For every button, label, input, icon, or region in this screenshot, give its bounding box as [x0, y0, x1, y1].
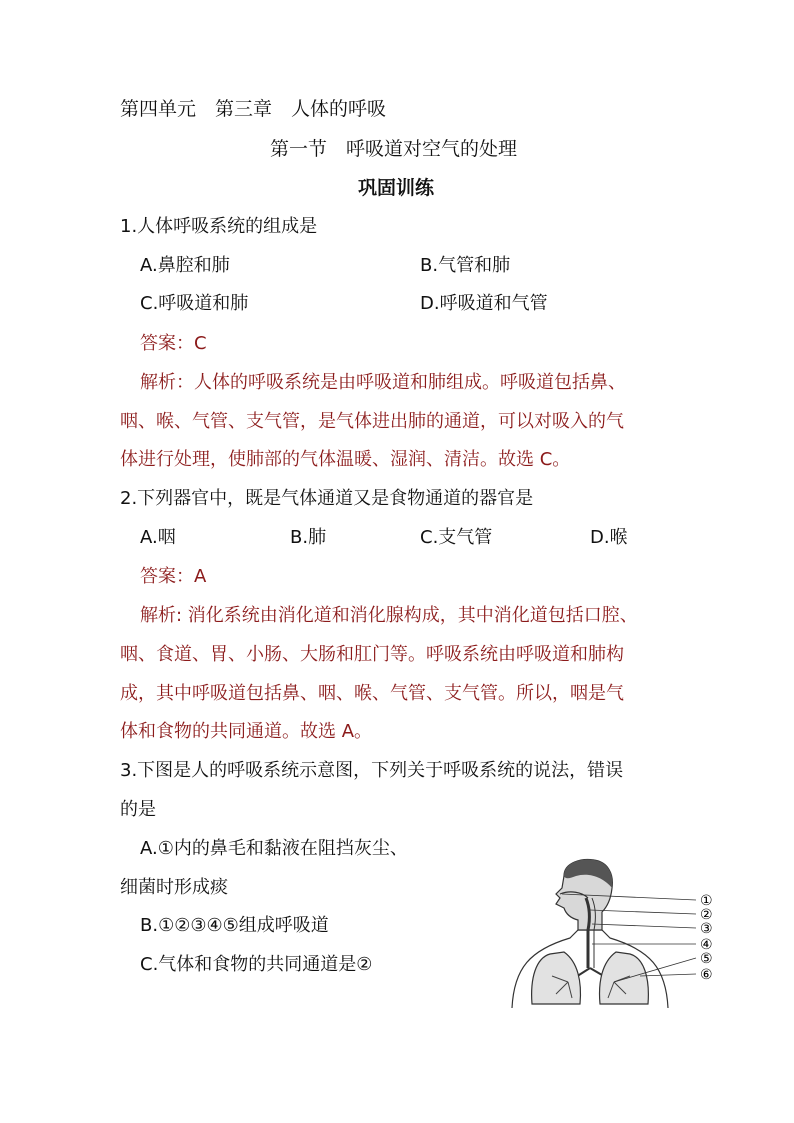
- q1-analysis-line-3: 体进行处理，使肺部的气体温暖、湿润、清洁。故选 C。: [120, 449, 571, 470]
- q2-option-b: B.肺: [290, 527, 327, 548]
- q3-option-b: B.①②③④⑤组成呼吸道: [140, 915, 329, 936]
- unit-title: 第四单元 第三章 人体的呼吸: [120, 98, 387, 120]
- q1-analysis-line-1: 解析：人体的呼吸系统是由呼吸道和肺组成。呼吸道包括鼻、: [140, 372, 626, 393]
- q2-analysis-line-1: 解析: 消化系统由消化道和消化腺构成，其中消化道包括口腔、: [140, 605, 638, 626]
- q3-option-c: C.气体和食物的共同通道是②: [140, 954, 373, 975]
- respiratory-diagram-svg: [490, 858, 740, 1013]
- q1-stem: 1.人体呼吸系统的组成是: [120, 216, 318, 237]
- q1-option-b: B.气管和肺: [420, 255, 511, 276]
- q2-answer: 答案：A: [140, 566, 207, 587]
- q3-option-a-line-2: 细菌时形成痰: [120, 877, 228, 898]
- diagram-label-6: ⑥: [700, 967, 713, 983]
- q3-option-a-line-1: A.①内的鼻毛和黏液在阻挡灰尘、: [140, 838, 408, 859]
- diagram-label-3: ③: [700, 921, 713, 937]
- q2-analysis-line-4: 体和食物的共同通道。故选 A。: [120, 721, 373, 742]
- diagram-label-4: ④: [700, 937, 713, 953]
- q1-option-a: A.鼻腔和肺: [140, 255, 230, 276]
- q1-analysis-line-2: 咽、喉、气管、支气管，是气体进出肺的通道，可以对吸入的气: [120, 411, 624, 432]
- q2-stem: 2.下列器官中，既是气体通道又是食物通道的器官是: [120, 488, 534, 509]
- diagram-label-2: ②: [700, 907, 713, 923]
- q1-answer: 答案：C: [140, 333, 207, 354]
- respiratory-system-diagram: [490, 858, 740, 1013]
- q2-option-a: A.咽: [140, 527, 176, 548]
- q3-stem-line-1: 3.下图是人的呼吸系统示意图，下列关于呼吸系统的说法，错误: [120, 760, 624, 781]
- exercise-title: 巩固训练: [358, 177, 435, 199]
- q2-analysis-line-3: 成，其中呼吸道包括鼻、咽、喉、气管、支气管。所以，咽是气: [120, 683, 624, 704]
- q2-option-c: C.支气管: [420, 527, 493, 548]
- diagram-label-5: ⑤: [700, 951, 713, 967]
- q1-option-d: D.呼吸道和气管: [420, 293, 548, 314]
- q2-analysis-line-2: 咽、食道、胃、小肠、大肠和肛门等。呼吸系统由呼吸道和肺构: [120, 644, 624, 665]
- q1-option-c: C.呼吸道和肺: [140, 293, 249, 314]
- q3-stem-line-2: 的是: [120, 799, 156, 820]
- section-title: 第一节 呼吸道对空气的处理: [270, 138, 518, 160]
- diagram-label-1: ①: [700, 893, 713, 909]
- q2-option-d: D.喉: [590, 527, 628, 548]
